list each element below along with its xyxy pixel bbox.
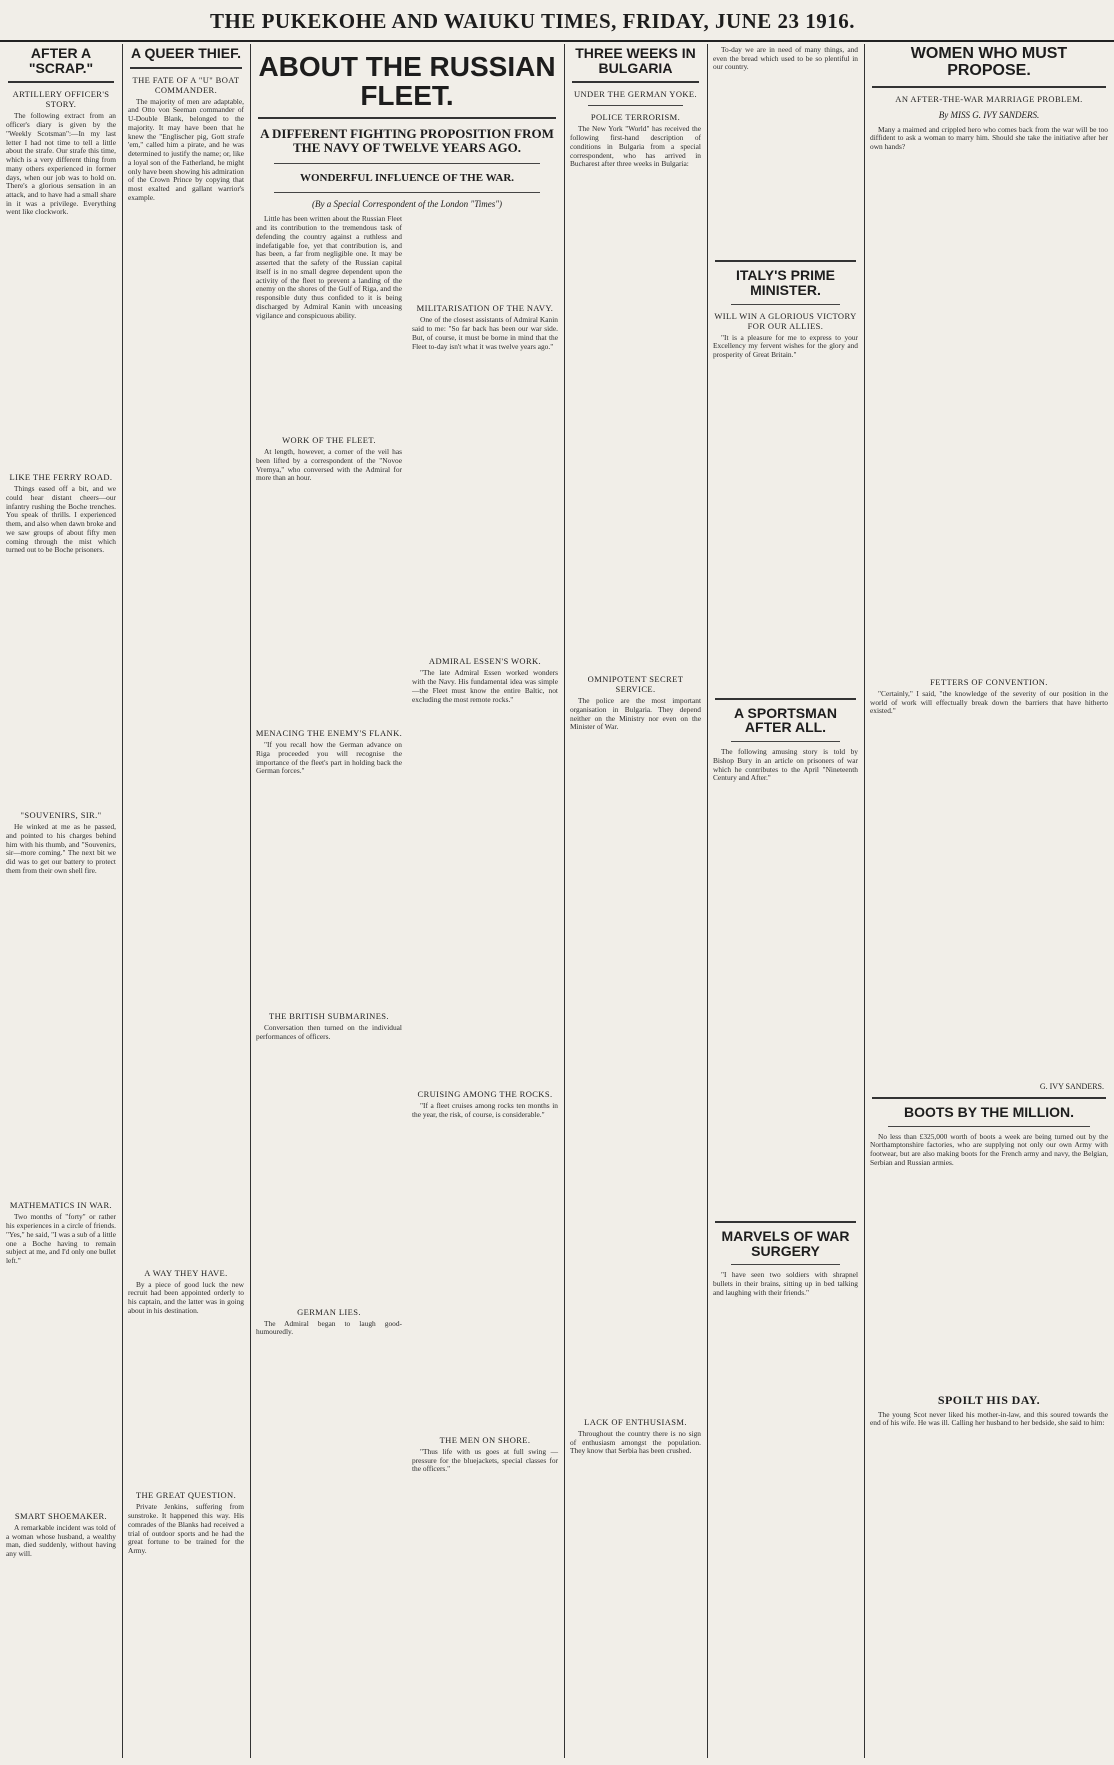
article-headline: MARVELS OF WAR SURGERY [721,1228,850,1259]
article-body: By a piece of good luck the new recruit had been appointed orderly to his captain, and the latter was in going about in his destination. [128,1279,244,1315]
section-heading: WORK OF THE FLEET. [282,435,376,446]
article-headline: BOOTS BY THE MILLION. [903,1104,1075,1120]
masthead-title: THE PUKEKOHE AND WAIUKU TIMES, FRIDAY, JUNE 23 1916. [210,9,856,33]
article-body: "Certainly," I said, "the knowledge of the severity of our position in the world of work will effectually break down the barriers that have hitherto existed." [870,688,1108,716]
article-body: Things eased off a bit, and we could hear distant cheers—our infantry rushing the Boche trenches. You speak of thrills. I experienced them, and also when dawn broke and we saw groups of about fifty men coming through the mist which turned out to be Boche prisoners. [6,484,116,555]
column-4 [568,46,703,1758]
article-body: He winked at me as he passed, and pointed to his charges behind him with his thumb, and "Souvenirs, sir—more coming." The next bit we did was to get our battery to protect them from their own shell fire. [6,822,116,875]
article-body: The following amusing story is told by Bishop Bury in an article on prisoners of war which he contributes to the April "Nineteenth Century and After." [713,747,858,783]
section-heading: SPOILT HIS DAY. [937,1392,1041,1407]
article-body: Conversation then turned on the individual performances of officers. [256,1023,402,1041]
section-heading: FETTERS OF CONVENTION. [930,676,1048,687]
section-heading: MILITARISATION OF THE NAVY. [416,303,554,314]
section-heading: LIKE THE FERRY ROAD. [9,472,113,483]
section-heading: GERMAN LIES. [297,1306,361,1317]
article-body: "I have seen two soldiers with shrapnel bullets in their brains, sitting up in bed talking and laughing with their friends." [713,1270,858,1297]
section-heading: LACK OF ENTHUSIASM. [584,1416,687,1427]
section-heading: MATHEMATICS IN WAR. [9,1200,113,1211]
section-heading: THE BRITISH SUBMARINES. [269,1011,389,1022]
article-signature: G. IVY SANDERS. [1039,1082,1104,1091]
article-subheading: WILL WIN A GLORIOUS VICTORY FOR OUR ALLIES. [714,310,857,331]
article-body: Private Jenkins, suffering from sunstroke. It happened this way. His comrades of the Blanks had received a trial of outdoor sports and he had the great fortune to be trained for the Army. [128,1502,244,1556]
article-body: "If you recall how the German advance on Riga proceeded you will recognise the importance of the fleet's part in holding back the German forces." [256,740,402,776]
article-body: To-day we are in need of many things, and even the bread which used to be so plentiful in our country. [713,46,858,72]
article-byline: By MISS G. IVY SANDERS. [938,109,1040,120]
section-heading: THE GREAT QUESTION. [135,1490,237,1501]
article-body: "Thus life with us goes at full swing —pressure for the bluejackets, special classes for the officers." [412,1446,558,1474]
article-body: The Admiral began to laugh good-humouredly. [256,1318,402,1337]
article-body: The New York "World" has received the following first-hand description of conditions in Bulgaria from a special correspondent, who has arrived in Bucharest after three weeks in Bulgaria: [570,124,701,169]
column-6 [868,46,1110,1758]
column-5 [711,46,860,1758]
article-body: Throughout the country there is no sign of enthusiasm amongst the population. They know that Serbia has been crushed. [570,1428,701,1456]
article-body: The young Scot never liked his mother-in-law, and this soured towards the end of his wife. He was ill. Calling her husband to her bedside, she said to him: [870,1409,1108,1428]
masthead [0,0,1114,42]
article-body: No less than £325,000 worth of boots a week are being turned out by the Northamptonshire factories, who are supplying not only our own Army with footwear, but are also making boots for the French army and navy, the Belgian, Serbian and Russian armies. [870,1131,1108,1167]
article-subheading: POLICE TERRORISM. [590,112,681,123]
article-body: At length, however, a corner of the veil has been lifted by a correspondent of the "Novoe Vremya," who conversed with the Admiral for more than an hour. [256,447,402,483]
article-subheading: THE FATE OF A "U" BOAT COMMANDER. [132,74,240,95]
article-body: "It is a pleasure for me to express to your Excellency my fervent wishes for the glory and prosperity of Great Britain." [713,332,858,360]
section-heading: ADMIRAL ESSEN'S WORK. [428,656,542,667]
article-body: Two months of "forty" or rather his experiences in a circle of friends. "Yes," he said, "I was a sub of a little one a Boche having to remain subject at me, and I'd only one bullet left." [6,1212,116,1266]
article-subheading: AN AFTER-THE-WAR MARRIAGE PROBLEM. [895,93,1083,104]
article-headline: ITALY'S PRIME MINISTER. [735,267,835,298]
section-heading: MENACING THE ENEMY'S FLANK. [255,728,403,739]
column-1 [4,46,118,1758]
section-heading: THE MEN ON SHORE. [439,1434,531,1445]
article-body: "If a fleet cruises among rocks ten months in the year, the risk, of course, is considerable." [412,1101,558,1120]
article-headline: A SPORTSMAN AFTER ALL. [734,704,837,736]
article-byline: (By a Special Correspondent of the London "Times") [312,199,502,210]
column-rule [864,44,865,1758]
section-heading: OMNIPOTENT SECRET SERVICE. [587,674,684,695]
article-body: The following extract from an officer's diary is given by the "Weekly Scotsman":—In my last letter I had not time to tell a little about the strafe. Our strafe this time, which is a very different thing from many others experienced in former days, when our job was to hold on. There's a glorious sensation in an attack, and to have had a small share in it was a privilege. Everything went like clockwork. [6,111,116,217]
article-subheading: ARTILLERY OFFICER'S STORY. [12,89,110,110]
article-body: The police are the most important organisation in Bulgaria. They depend neither on the Ministry nor even on the Minister of War. [570,696,701,732]
column-rule [707,44,708,1758]
article-headline: A QUEER THIEF. [131,46,241,61]
column-rule [122,44,123,1758]
column-2 [126,46,246,1758]
section-heading: "SOUVENIRS, SIR." [20,810,102,821]
article-body: Many a maimed and crippled hero who comes back from the war will be too diffident to ask a woman to marry him. Should she take the initiative after her own hands? [870,124,1108,152]
section-heading: CRUISING AMONG THE ROCKS. [417,1089,553,1100]
article-subheading: WONDERFUL INFLUENCE OF THE WAR. [299,172,515,185]
article-body: Little has been written about the Russian Fleet and its contribution to the tremendous task of defending the country against a ruthless and indefatigable foe, yet that contribution is, and has been, a far from negligible one. It may be asserted that the safety of the Russian capital itself is in no small degree dependent upon the activity of the fleet to prevent a landing of the enemy on the shores of the Gulf of Riga, and the responsible duty thus confided to it is being discharged by Admiral Kanin with unceasing vigilance and conspicuous ability. [256,214,402,320]
column-rule [564,44,565,1758]
article-headline: AFTER A "SCRAP." [28,46,94,76]
article-body: The majority of men are adaptable, and Otto von Seeman commander of U-Double Blank, belonged to the majority. It may have been that he knew the "Englischer pig, Gott strafe 'em," called him a pirate, and he was determined to justify the name; or, like a loyal son of the Fatherland, he might only have been showing his admiration of the Crown Prince by copying that most exalted and gallant warrior's example. [128,96,244,202]
article-body: A remarkable incident was told of a woman whose husband, a wealthy man, died suddenly, without having any will. [6,1522,116,1559]
column-rule [250,44,251,1758]
column-3 [254,46,560,1758]
article-headline: THREE WEEKS IN BULGARIA [575,46,696,76]
article-headline: ABOUT THE RUSSIAN FLEET. [258,51,556,112]
article-subheading: UNDER THE GERMAN YOKE. [573,89,698,100]
article-deck: A DIFFERENT FIGHTING PROPOSITION FROM THE NAVY OF TWELVE YEARS AGO. [260,125,554,156]
section-heading: SMART SHOEMAKER. [14,1510,108,1521]
article-headline: WOMEN WHO MUST PROPOSE. [910,46,1068,79]
section-heading: A WAY THEY HAVE. [144,1267,228,1278]
article-body: One of the closest assistants of Admiral Kanin said to me: "So far back has been our war side. But, of course, it must be borne in mind that the Fleet to-day isn't what it was twelve years ago." [412,315,558,351]
article-body: "The late Admiral Essen worked wonders with the Navy. His fundamental idea was simple—the Fleet must know the entire Baltic, not excluding the most remote rocks." [412,668,558,704]
